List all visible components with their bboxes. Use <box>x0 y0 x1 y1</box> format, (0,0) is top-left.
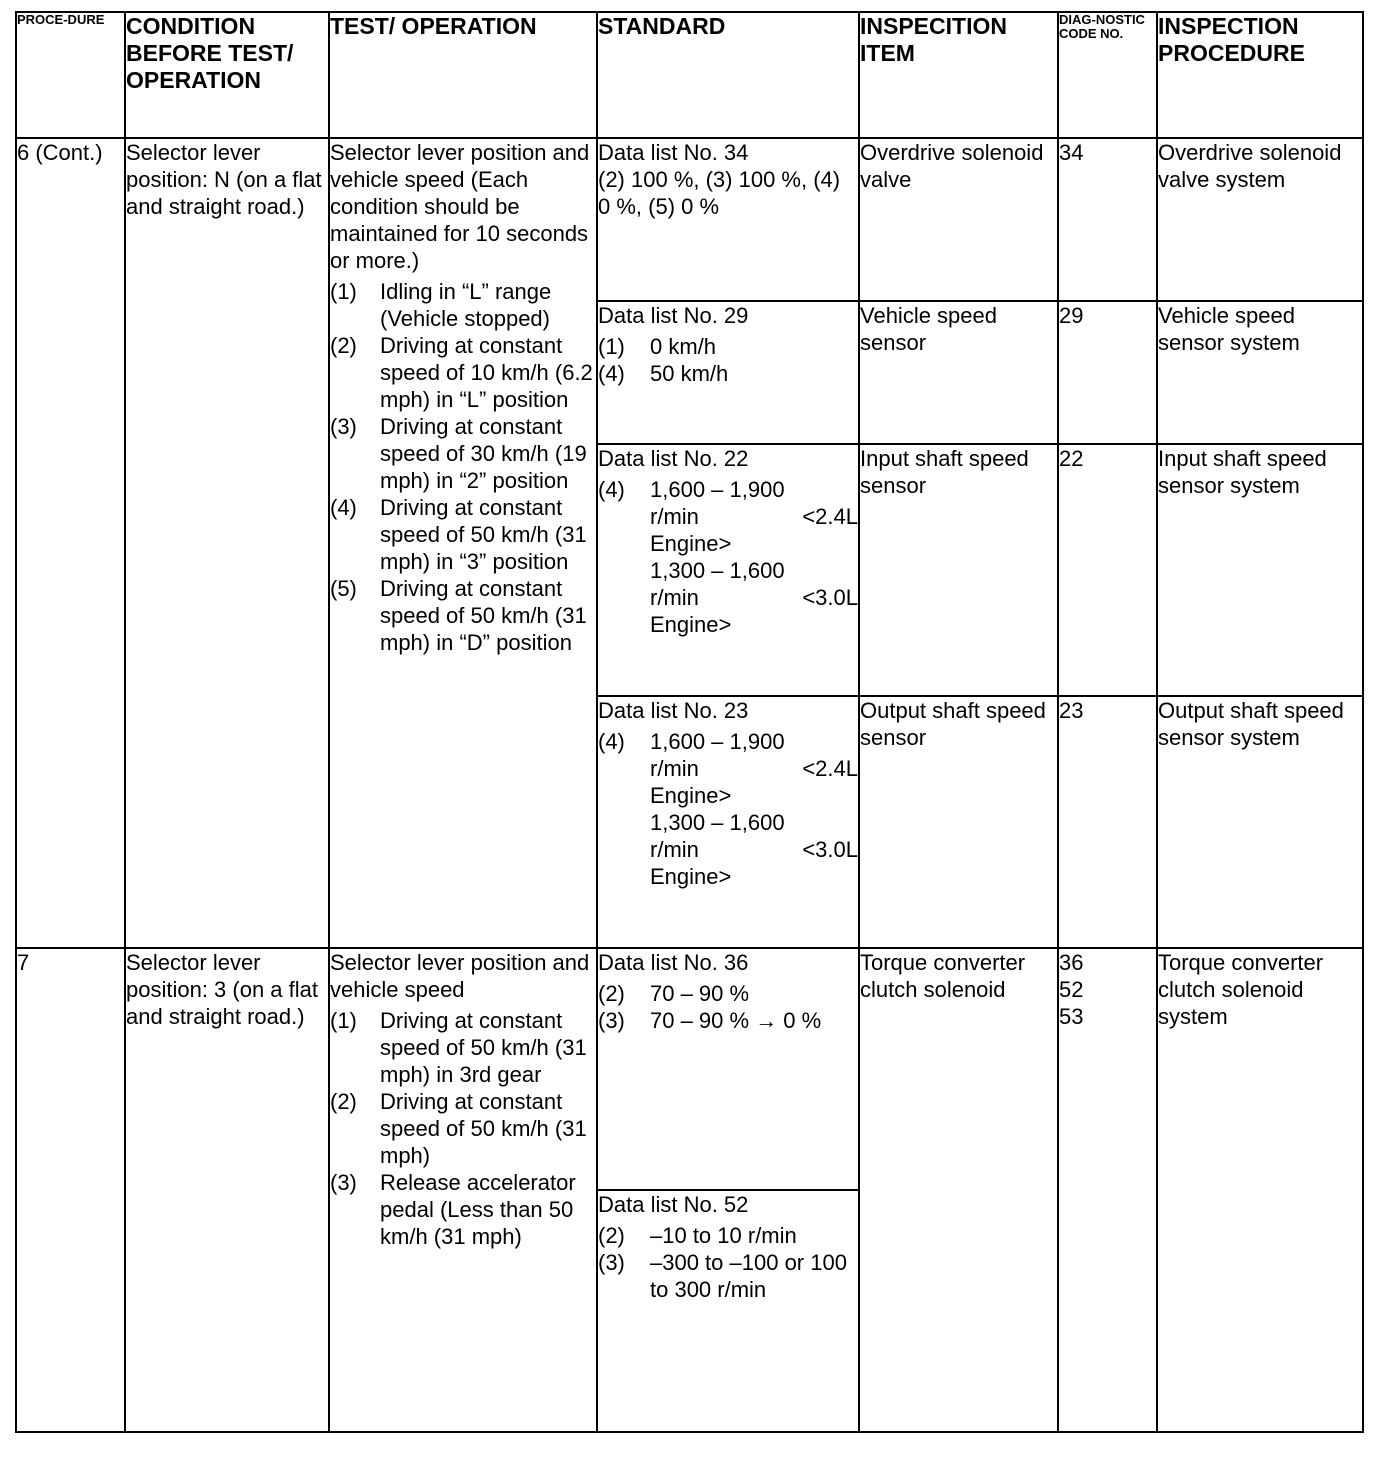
step-number: (5) <box>330 576 357 601</box>
step-number: (2) <box>330 333 357 358</box>
step-number: (3) <box>598 1008 625 1033</box>
step-number: (2) <box>330 1089 357 1114</box>
list-item <box>598 1007 858 1034</box>
engine-label: <3.0L <box>802 585 858 610</box>
standard-list <box>598 333 858 387</box>
step-number: (1) <box>330 1008 357 1033</box>
standard-cell <box>597 1190 859 1432</box>
standard-list <box>598 1222 858 1303</box>
step-number: (4) <box>598 361 625 386</box>
inspection-procedure: Overdrive solenoid valve system <box>1157 138 1363 301</box>
list-item <box>598 1249 858 1303</box>
procedure-number: 6 (Cont.) <box>16 138 125 948</box>
standard-list <box>598 980 858 1034</box>
code-value: 52 <box>1059 977 1084 1002</box>
engine-label: <3.0L <box>802 837 858 862</box>
standard-value: –300 to –100 or 100 to 300 r/min <box>650 1250 847 1302</box>
standard-cell <box>597 444 859 696</box>
inspection-procedure: Input shaft speed sensor system <box>1157 444 1363 696</box>
procedure-number: 7 <box>16 948 125 1432</box>
header-inspection-item: INSPECITION ITEM <box>859 12 1058 138</box>
diagnostic-code: 22 <box>1058 444 1157 696</box>
standard-value: 0 km/h <box>650 334 717 359</box>
diagnostic-code <box>1058 948 1157 1432</box>
test-steps <box>330 1007 596 1250</box>
list-item <box>330 1169 596 1250</box>
inspection-item: Torque converter clutch solenoid <box>859 948 1058 1432</box>
condition-cell: Selector lever position: N (on a flat and straight road.) <box>125 138 329 948</box>
standard-title: Data list No. 23 <box>598 698 749 723</box>
list-item <box>598 1222 858 1249</box>
list-item <box>330 494 596 575</box>
header-row <box>16 12 1363 138</box>
standard-title: Data list No. 52 <box>598 1192 749 1217</box>
condition-cell: Selector lever position: 3 (on a flat and straight road.) <box>125 948 329 1432</box>
standard-values <box>650 728 858 890</box>
standard-value: –10 to 10 r/min <box>650 1223 797 1248</box>
diagnostic-code: 34 <box>1058 138 1157 301</box>
code-value: 53 <box>1059 1004 1084 1029</box>
code-value: 36 <box>1059 950 1084 975</box>
list-item <box>330 1088 596 1169</box>
standard-value-row <box>650 584 858 611</box>
standard-value: 1,300 – 1,600 <box>650 558 785 583</box>
inspection-item: Overdrive solenoid valve <box>859 138 1058 301</box>
list-item <box>598 980 858 1007</box>
standard-cell <box>597 696 859 948</box>
step-number: (2) <box>598 1223 625 1248</box>
standard-title: Data list No. 36 <box>598 950 749 975</box>
engine-label: Engine> <box>650 783 732 808</box>
step-text: Release accelerator pedal (Less than 50 km/h (31 mph) <box>380 1170 576 1249</box>
step-number: (1) <box>598 334 625 359</box>
standard-value-row <box>650 503 858 530</box>
step-number: (4) <box>330 495 357 520</box>
step-text: Driving at constant speed of 50 km/h (31 mph) in 3rd gear <box>380 1008 587 1087</box>
standard-value: 1,300 – 1,600 <box>650 810 785 835</box>
engine-label: Engine> <box>650 531 732 556</box>
standard-cell <box>597 301 859 444</box>
header-condition: CONDITION BEFORE TEST/ OPERATION <box>125 12 329 138</box>
test-cell <box>329 138 597 948</box>
step-number: (4) <box>598 477 625 502</box>
table-row <box>16 948 1363 1190</box>
step-text: Driving at constant speed of 50 km/h (31 mph) in “D” position <box>380 576 587 655</box>
header-standard: STANDARD <box>597 12 859 138</box>
step-number: (4) <box>598 729 625 754</box>
list-item <box>330 575 596 656</box>
standard-title: Data list No. 34 <box>598 140 749 165</box>
test-steps <box>330 278 596 656</box>
list-item <box>598 360 858 387</box>
standard-value: 70 – 90 % <box>650 981 750 1006</box>
inspection-item: Output shaft speed sensor <box>859 696 1058 948</box>
list-item <box>330 413 596 494</box>
diagnostic-code: 23 <box>1058 696 1157 948</box>
standard-title: Data list No. 22 <box>598 446 749 471</box>
engine-label: <2.4L <box>802 756 858 781</box>
standard-value-row <box>650 755 858 782</box>
header-diagnostic-code: DIAG-NOSTIC CODE NO. <box>1058 12 1157 138</box>
standard-title: Data list No. 29 <box>598 303 749 328</box>
unit-label: r/min <box>650 585 699 610</box>
inspection-table <box>15 11 1364 1433</box>
step-number: (3) <box>330 414 357 439</box>
step-number: (3) <box>598 1250 625 1275</box>
standard-value: 1,600 – 1,900 <box>650 477 785 502</box>
table-row <box>16 138 1363 301</box>
engine-label: Engine> <box>650 864 732 889</box>
standard-values <box>650 476 858 638</box>
header-test: TEST/ OPERATION <box>329 12 597 138</box>
standard-block <box>598 476 858 638</box>
diagnostic-code: 29 <box>1058 301 1157 444</box>
engine-label: Engine> <box>650 612 732 637</box>
standard-block <box>598 728 858 890</box>
test-intro: Selector lever position and vehicle speed <box>330 950 590 1002</box>
standard-value: 50 km/h <box>650 361 729 386</box>
step-text: Idling in “L” range (Vehicle stopped) <box>380 279 552 331</box>
inspection-item: Vehicle speed sensor <box>859 301 1058 444</box>
engine-label: <2.4L <box>802 504 858 529</box>
step-number: (3) <box>330 1170 357 1195</box>
step-text: Driving at constant speed of 50 km/h (31 mph) <box>380 1089 587 1168</box>
standard-text: (2) 100 %, (3) 100 %, (4) 0 %, (5) 0 % <box>598 167 841 219</box>
test-intro: Selector lever position and vehicle speed (Each condition should be maintained for 10 seconds or more.) <box>330 140 590 273</box>
step-text: Driving at constant speed of 50 km/h (31 mph) in “3” position <box>380 495 587 574</box>
step-text: Driving at constant speed of 30 km/h (19 mph) in “2” position <box>380 414 587 493</box>
inspection-procedure: Torque converter clutch solenoid system <box>1157 948 1363 1432</box>
standard-cell <box>597 138 859 301</box>
step-number: (1) <box>330 279 357 304</box>
unit-label: r/min <box>650 756 699 781</box>
step-number: (2) <box>598 981 625 1006</box>
header-procedure: PROCE-DURE <box>16 12 125 138</box>
standard-value: 70 – 90 % → 0 % <box>650 1008 822 1033</box>
test-cell <box>329 948 597 1432</box>
inspection-item: Input shaft speed sensor <box>859 444 1058 696</box>
list-item <box>330 1007 596 1088</box>
inspection-procedure: Output shaft speed sensor system <box>1157 696 1363 948</box>
list-item <box>330 332 596 413</box>
unit-label: r/min <box>650 504 699 529</box>
standard-value-row <box>650 836 858 863</box>
standard-cell <box>597 948 859 1190</box>
standard-value: 1,600 – 1,900 <box>650 729 785 754</box>
header-inspection-procedure: INSPECTION PROCEDURE <box>1157 12 1363 138</box>
inspection-procedure: Vehicle speed sensor system <box>1157 301 1363 444</box>
step-text: Driving at constant speed of 10 km/h (6.2 mph) in “L” position <box>380 333 593 412</box>
list-item <box>598 333 858 360</box>
list-item <box>330 278 596 332</box>
unit-label: r/min <box>650 837 699 862</box>
